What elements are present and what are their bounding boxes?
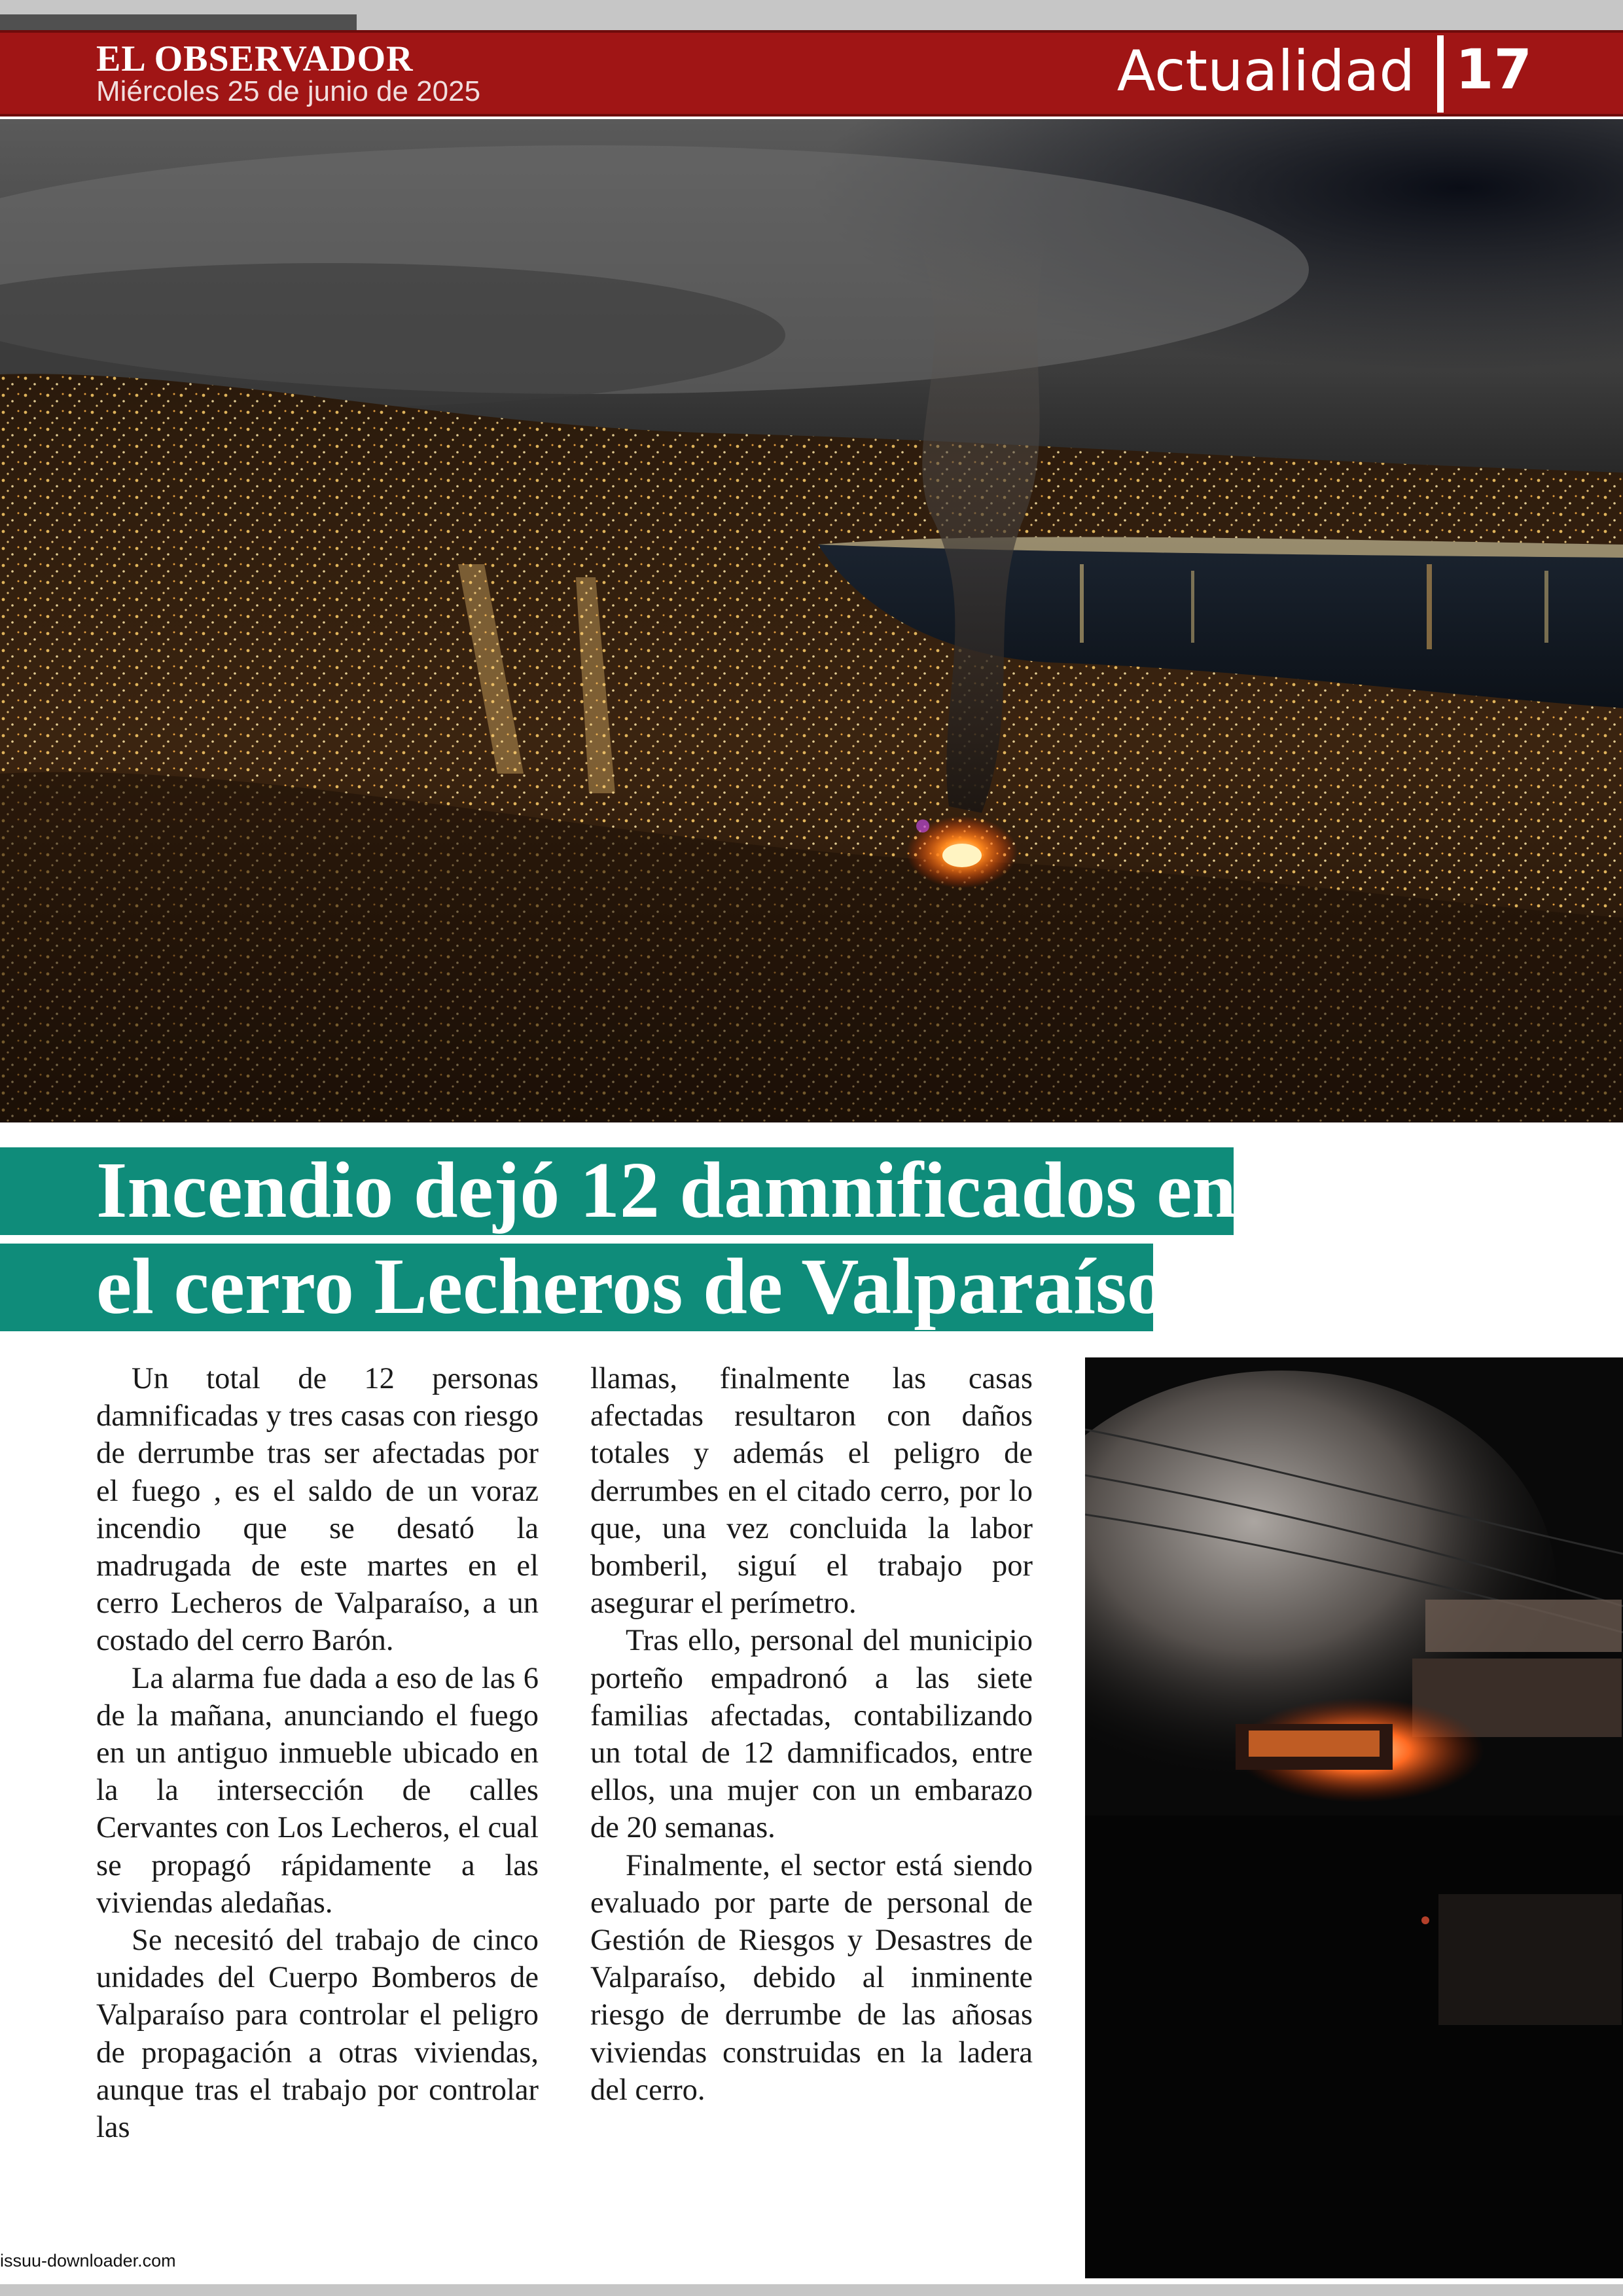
paragraph: Finalmente, el sector está siendo evaluado por parte de personal de Gestión de Riesgos y Desastres de Valparaíso, debido al inminente riesgo de derrumbe de las añosas viviendas construidas en la ladera del cerro. <box>590 1848 1033 2107</box>
paragraph: Tras ello, personal del municipio porteño empadronó a las siete familias afectadas, contabilizando un total de 12 damnificados, entre ellos, una mujer con un embarazo de 20 semanas. <box>590 1624 1033 1845</box>
paragraph: Se necesitó del trabajo de cinco unidades del Cuerpo Bomberos de Valparaíso para controlar el peligro de propagación a otras viviendas, aunque tras el trabajo por controlar las <box>96 1924 539 2145</box>
headline-line-2: el cerro Lecheros de Valparaíso <box>0 1244 1153 1331</box>
bottom-edge-strip <box>0 2284 1623 2296</box>
page-number: 17 <box>1455 37 1532 101</box>
paragraph-continuation: llamas, finalmente las casas afectadas resultaron con daños totales y además el peligro de derrumbes en el citado cerro, por lo que, una vez concluida la labor bomberil, siguí el trabajo por asegurar el perímetro. <box>590 1362 1033 1621</box>
hero-photo-night-city-fire <box>0 119 1623 1122</box>
paragraph: La alarma fue dada a eso de las 6 de la mañana, anunciando el fuego en un antiguo inmueble ubicado en la la intersección de calles Cervantes con Los Lecheros, el cual se propagó rápidamente a las viviendas aledañas. <box>96 1661 539 1920</box>
paragraph: Un total de 12 personas damnificadas y tres casas con riesgo de derrumbe tras ser afectadas por el fuego , es el saldo de un voraz incendio que se desató la madrugada de este martes en el cerro Lecheros de Valparaíso, a un costado del cerro Barón. <box>96 1362 539 1658</box>
article-column-1 <box>96 1360 539 2146</box>
headline-line-1: Incendio dejó 12 damnificados en <box>0 1147 1234 1235</box>
fire-close-up-photo <box>1085 1357 1623 2278</box>
top-edge-strip <box>0 0 1623 30</box>
header-divider <box>1437 35 1444 113</box>
masthead <box>0 30 1623 117</box>
newspaper-name: EL OBSERVADOR <box>96 39 414 79</box>
section-name: Actualidad <box>1116 39 1415 104</box>
source-watermark: issuu-downloader.com <box>0 2251 176 2270</box>
issue-date: Miércoles 25 de junio de 2025 <box>96 75 481 107</box>
article-column-2 <box>590 1360 1033 2109</box>
top-edge-tab <box>0 14 357 30</box>
